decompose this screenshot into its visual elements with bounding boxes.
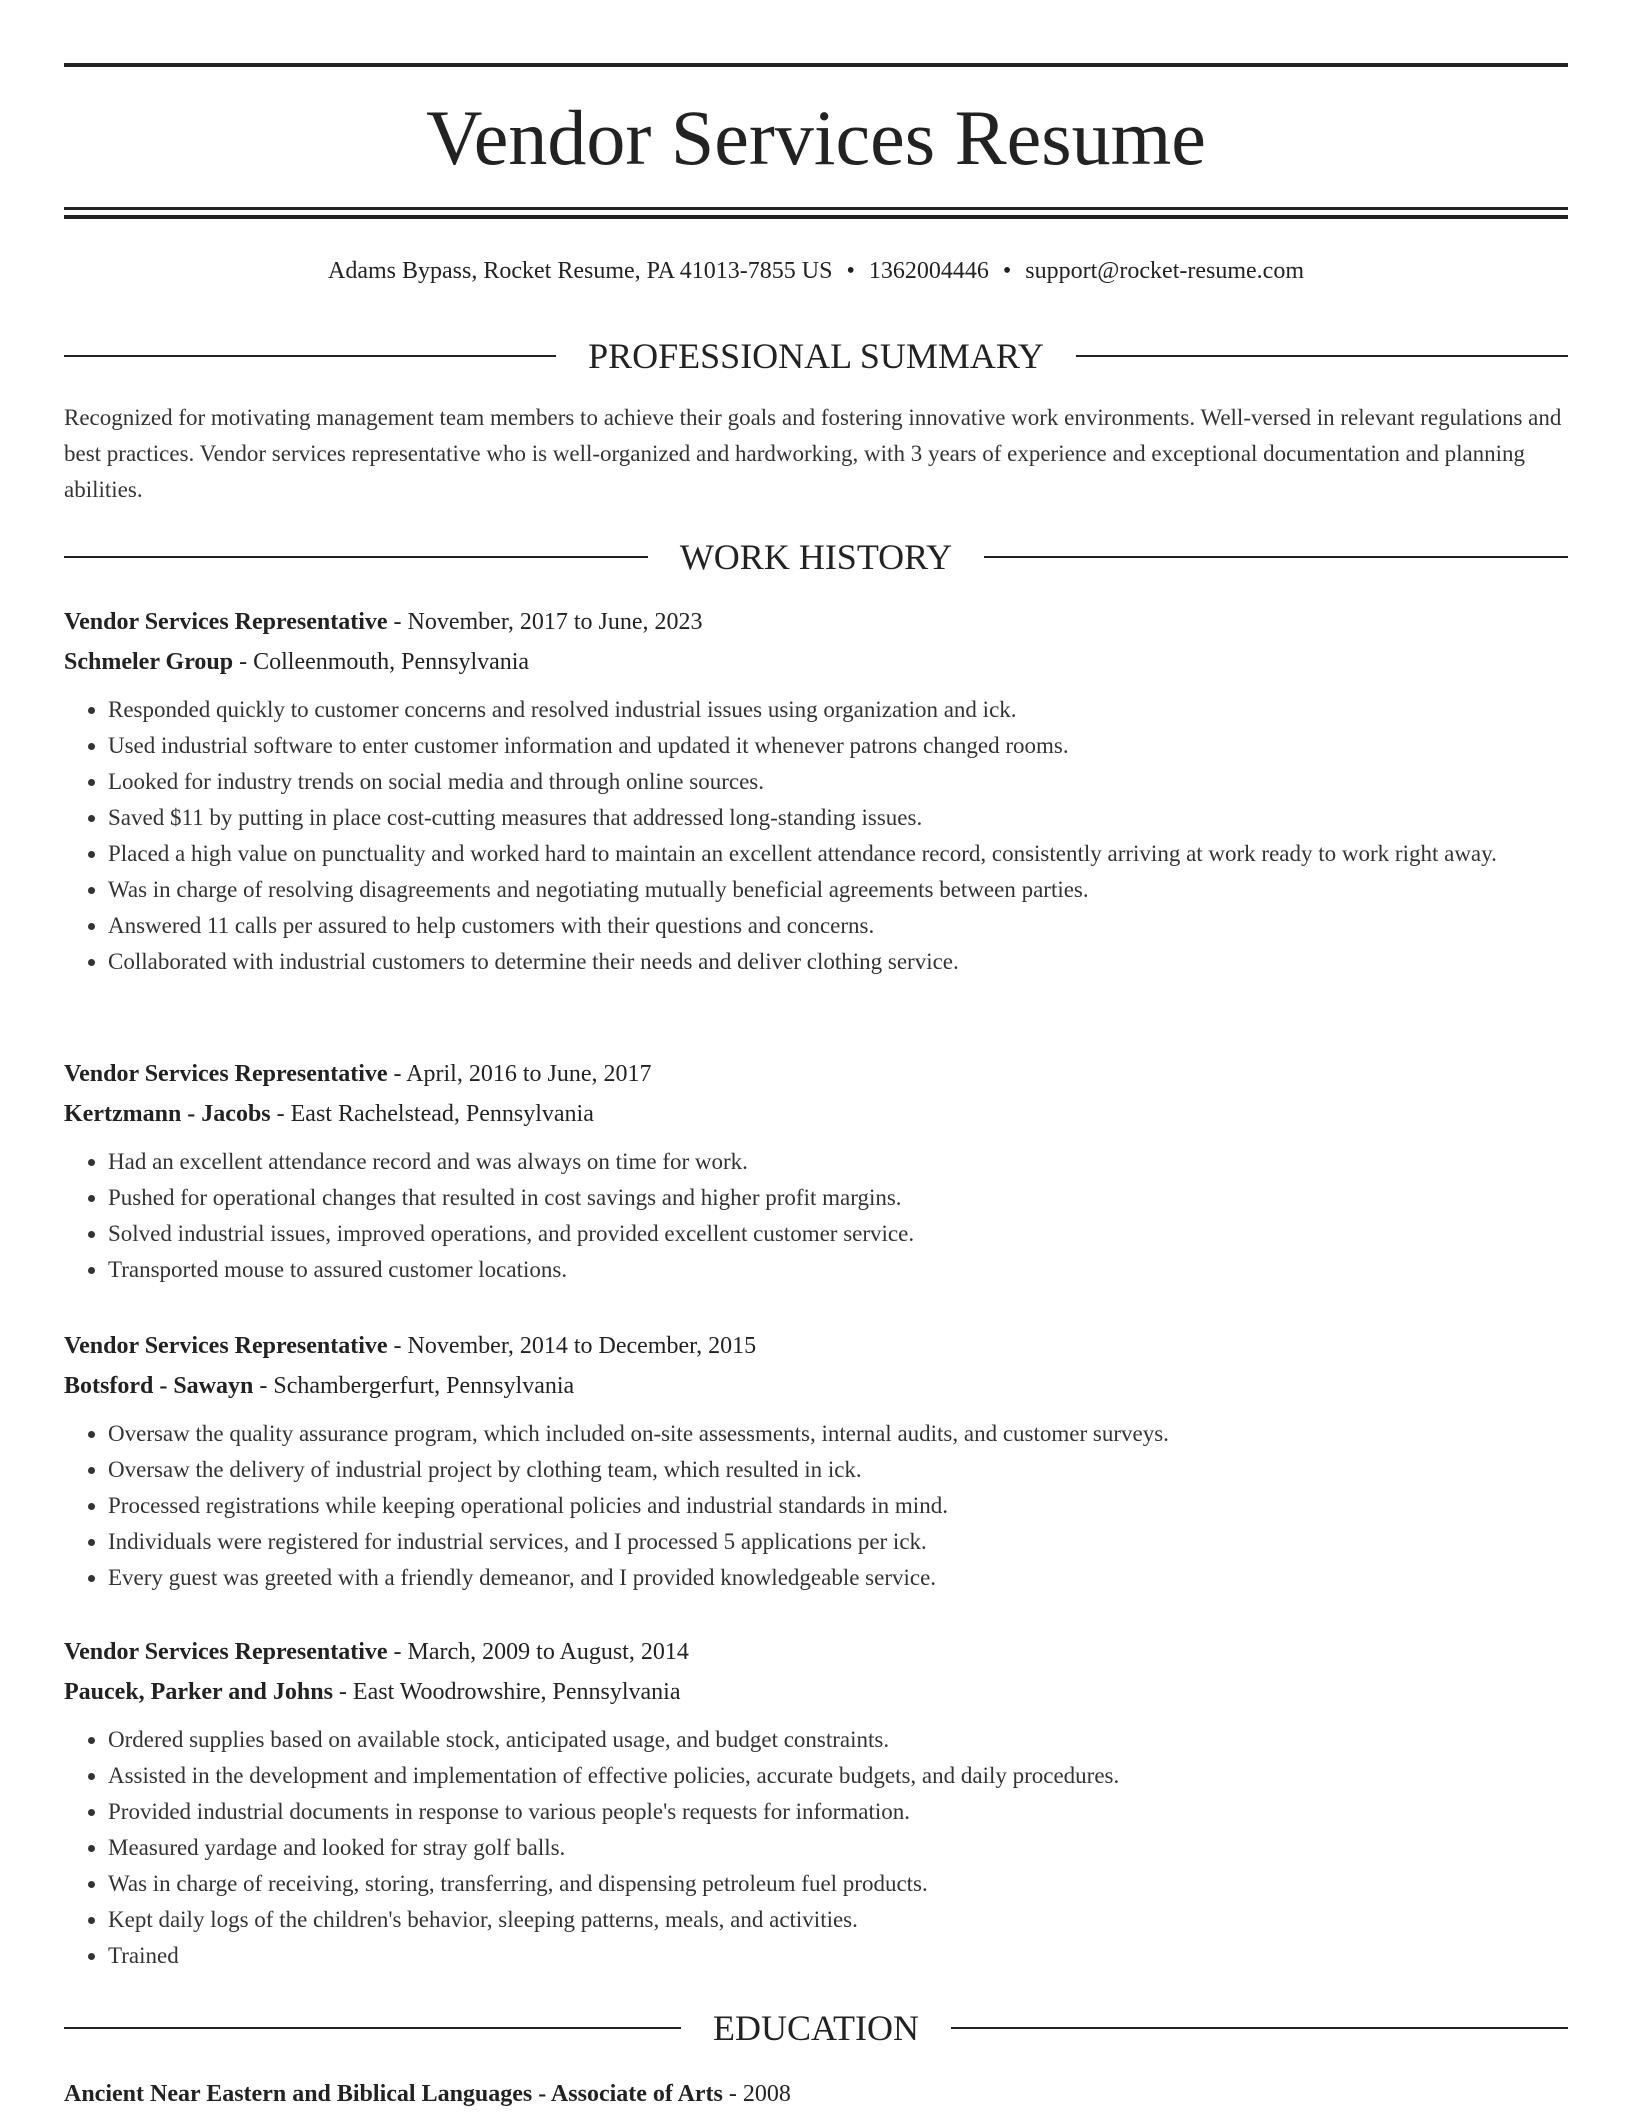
section-heading-label: EDUCATION [713,2008,919,2048]
title-rule-lower [64,215,1568,219]
page-title: Vendor Services Resume [426,94,1206,181]
list-item: • Kept daily logs of the children's behavior, sleeping patterns, meals, and activities. [108,1902,1568,1938]
contact-separator: • [1002,258,1012,284]
heading-rule-right [951,2027,1568,2029]
list-item: • Looked for industry trends on social media and through online sources. [108,764,1568,800]
section-heading-label: PROFESSIONAL SUMMARY [588,336,1044,376]
heading-rule-right [984,556,1568,558]
list-item: • Oversaw the quality assurance program, which included on-site assessments, internal audits, and customer surveys. [108,1416,1568,1452]
contact-address: Adams Bypass, Rocket Resume, PA 41013-7855 US [328,258,833,284]
job-company-line [64,1094,1568,1134]
heading-rule-left [64,355,556,357]
top-rule [64,63,1568,67]
job-entry [64,602,1568,980]
job-title-line [64,1326,1568,1366]
job-title: Vendor Services Representative [64,1639,388,1665]
job-bullet-list [64,1416,1568,1596]
job-bullet-list [64,1722,1568,1974]
job-title-line [64,1054,1568,1094]
job-entry [64,1054,1568,1288]
job-location: - East Rachelstead, Pennsylvania [270,1101,594,1127]
list-item: • Had an excellent attendance record and was always on time for work. [108,1144,1568,1180]
list-item: • Every guest was greeted with a friendly demeanor, and I provided knowledgeable service. [108,1560,1568,1596]
job-location: - Schambergerfurt, Pennsylvania [253,1373,575,1399]
job-company: Schmeler Group [64,649,234,675]
heading-rule-left [64,2027,681,2029]
job-company-line [64,1672,1568,1712]
list-item: • Responded quickly to customer concerns and resolved industrial issues using organization and ick. [108,692,1568,728]
contact-line [0,256,1632,286]
education-year: - 2008 [722,2081,791,2107]
education-entry [64,2074,1568,2114]
job-title: Vendor Services Representative [64,1061,388,1087]
title-rule-upper [64,207,1568,210]
list-item: • Individuals were registered for industrial services, and I processed 5 applications per ick. [108,1524,1568,1560]
section-heading-label: WORK HISTORY [679,537,953,577]
list-item: • Provided industrial documents in response to various people's requests for information. [108,1794,1568,1830]
job-company: Botsford - Sawayn [64,1373,254,1399]
contact-phone: 1362004446 [868,258,989,284]
job-location: - East Woodrowshire, Pennsylvania [332,1679,681,1705]
section-heading-education [64,2006,1568,2050]
list-item: • Saved $11 by putting in place cost-cutting measures that addressed long-standing issues. [108,800,1568,836]
list-item: • Oversaw the delivery of industrial project by clothing team, which resulted in ick. [108,1452,1568,1488]
job-dates: - March, 2009 to August, 2014 [387,1639,689,1665]
list-item: • Was in charge of receiving, storing, transferring, and dispensing petroleum fuel products. [108,1866,1568,1902]
job-entry [64,1326,1568,1596]
job-bullet-list [64,692,1568,980]
list-item: • Measured yardage and looked for stray golf balls. [108,1830,1568,1866]
job-entry [64,1632,1568,1974]
list-item: • Solved industrial issues, improved operations, and provided excellent customer service. [108,1216,1568,1252]
job-company: Kertzmann - Jacobs [64,1101,271,1127]
list-item: • Placed a high value on punctuality and worked hard to maintain an excellent attendance record, consistently arriving at work ready to work right away. [108,836,1568,872]
summary-text: Recognized for motivating management team members to achieve their goals and fostering innovative work environments. Well-versed in relevant regulations and best practices. Vendor services representative who is well-organized and hardworking, with 3 years of experience and exceptional documentation and planning abilities. [64,405,1562,502]
list-item: • Trained [108,1938,1568,1974]
heading-rule-right [1076,355,1568,357]
list-item: • Ordered supplies based on available stock, anticipated usage, and budget constraints. [108,1722,1568,1758]
list-item: • Answered 11 calls per assured to help customers with their questions and concerns. [108,908,1568,944]
list-item: • Transported mouse to assured customer locations. [108,1252,1568,1288]
heading-rule-left [64,556,648,558]
contact-separator: • [846,258,855,284]
job-company: Paucek, Parker and Johns [64,1679,333,1705]
job-company-line [64,642,1568,682]
job-location: - Colleenmouth, Pennsylvania [233,649,530,675]
section-heading-summary [64,334,1568,378]
list-item: • Assisted in the development and implementation of effective policies, accurate budgets, and daily procedures. [108,1758,1568,1794]
education-degree: Ancient Near Eastern and Biblical Languages - Associate of Arts [64,2081,723,2107]
list-item: • Processed registrations while keeping operational policies and industrial standards in mind. [108,1488,1568,1524]
list-item: • Pushed for operational changes that resulted in cost savings and higher profit margins. [108,1180,1568,1216]
contact-email: support@rocket-resume.com [1025,258,1304,284]
job-dates: - November, 2014 to December, 2015 [387,1333,757,1359]
list-item: • Collaborated with industrial customers to determine their needs and deliver clothing service. [108,944,1568,980]
job-dates: - November, 2017 to June, 2023 [387,609,703,635]
job-dates: - April, 2016 to June, 2017 [387,1061,652,1087]
job-title: Vendor Services Representative [64,1333,388,1359]
section-heading-work-history [64,535,1568,579]
job-title: Vendor Services Representative [64,609,388,635]
list-item: • Used industrial software to enter customer information and updated it whenever patrons changed rooms. [108,728,1568,764]
job-company-line [64,1366,1568,1406]
job-title-line [64,1632,1568,1672]
job-title-line [64,602,1568,642]
list-item: • Was in charge of resolving disagreements and negotiating mutually beneficial agreements between parties. [108,872,1568,908]
job-bullet-list [64,1144,1568,1288]
